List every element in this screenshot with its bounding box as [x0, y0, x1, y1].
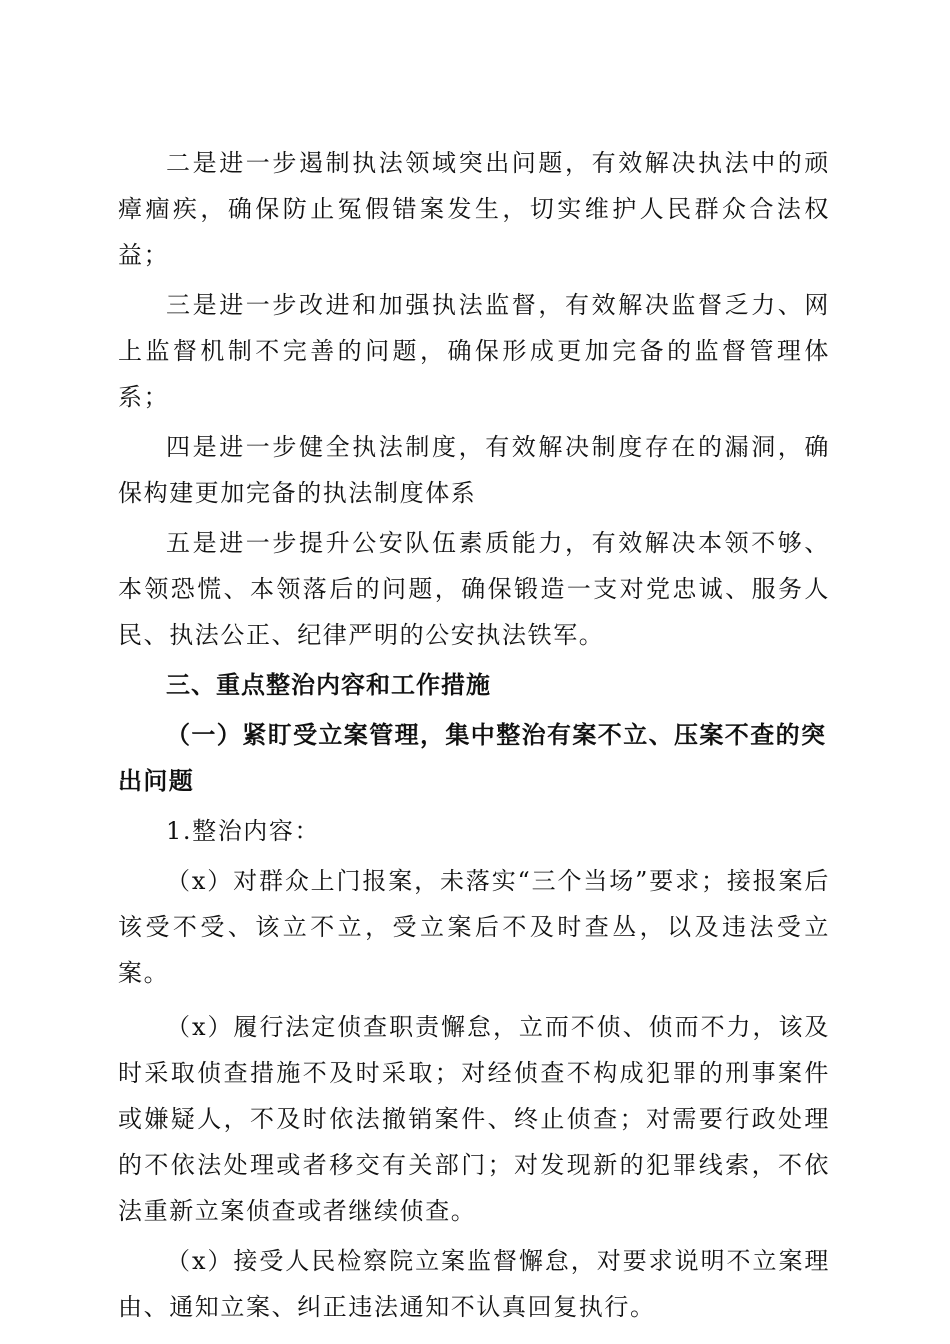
item-x-1: （x）对群众上门报案，未落实“三个当场”要求；接报案后该受不受、该立不立，受立案后不及时查丛，以及违法受立案。: [118, 867, 830, 987]
paragraph-goal-5: 五是进一步提升公安队伍素质能力，有效解决本领不够、本领恐慌、本领落后的问题，确保锻造一支对党忠诚、服务人民、执法公正、纪律严明的公安执法铁军。: [118, 529, 830, 649]
document-body: [118, 140, 830, 1330]
subsection-heading-1: （一）紧盯受立案管理，集中整治有案不立、压案不查的突出问题: [118, 720, 827, 795]
item-x-2: （x）履行法定侦查职责懈怠，立而不侦、侦而不力，该及时采取侦查措施不及时采取；对经侦查不构成犯罪的刑事案件或嫌疑人，不及时依法撤销案件、终止侦查；对需要行政处理的不依法处理或者移交有关部门；对发现新的犯罪线索，不依法重新立案侦查或者继续侦查。: [118, 1013, 830, 1225]
item-label-1: 1.整治内容：: [166, 817, 321, 845]
paragraph-goal-3: 三是进一步改进和加强执法监督，有效解决监督乏力、网上监督机制不完善的问题，确保形成更加完备的监督管理体系；: [118, 291, 830, 411]
paragraph-goal-2: 二是进一步遏制执法领域突出问题，有效解决执法中的顽瘴痼疾，确保防止冤假错案发生，切实维护人民群众合法权益；: [118, 149, 830, 269]
item-x-3: （x）接受人民检察院立案监督懈怠，对要求说明不立案理由、通知立案、纠正违法通知不认真回复执行。: [118, 1247, 830, 1321]
section-heading-3: 三、重点整治内容和工作措施: [166, 671, 491, 699]
paragraph-goal-4: 四是进一步健全执法制度，有效解决制度存在的漏洞，确保构建更加完备的执法制度体系: [118, 433, 830, 507]
